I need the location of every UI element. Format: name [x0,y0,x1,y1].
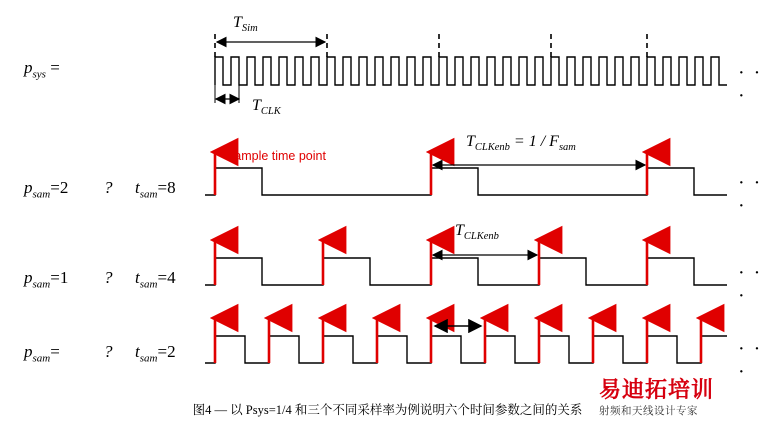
psam0-row-qmark: ? [104,342,113,361]
figure-caption: 图4 — 以 Psys=1/4 和三个不同采样率为例说明六个时间参数之间的关系 [192,403,583,417]
tsam2-row-label: $t_{sam}=2$ [135,342,176,365]
watermark-logo [599,378,767,418]
tclk-label: $T_{CLK}$ [252,97,281,118]
psys-boundary-dashes [215,34,647,57]
psam2-waveform [205,168,727,195]
logo-tagline: 射频和天线设计专家 [599,405,698,417]
tsim-label: $T_{Sim}$ [233,14,258,35]
psam1-sample-arrows [215,240,647,285]
psam1-row-label: $p_{sam}=1$ [24,268,69,291]
psam0-row-label: $p_{sam}=$ [24,342,60,365]
tclkenb-fsam-label: $T_{CLKenb} = 1 / F_{sam}$ [466,133,576,154]
psam2-row-qmark: ? [104,178,113,197]
psys-clock-waveform [215,57,727,85]
tsam8-row-label: $t_{sam}=8$ [135,178,176,201]
psam0-row-ellipsis: · · · [738,338,763,383]
logo-title: 易迪拓培训 [599,376,715,402]
psam1-row-qmark: ? [104,268,113,287]
tsam4-row-label: $t_{sam}=4$ [135,268,176,291]
psys-row-label: $p_{sys}$ = [24,58,60,81]
psam0-sample-arrows [215,318,701,363]
psam2-row-ellipsis: · · · [738,172,763,217]
psam1-waveform [205,258,727,285]
psys-row-ellipsis: · · · [738,62,763,107]
psam1-row-ellipsis: · · · [738,262,763,307]
psam0-waveform [205,336,727,363]
tclkenb-label-row3: $T_{CLKenb}$ [455,222,499,243]
sample-time-point-note: sample time point [228,149,326,163]
tclk-measure-arrow [215,85,239,103]
psam2-row-label: $p_{sam}=2$ [24,178,69,201]
